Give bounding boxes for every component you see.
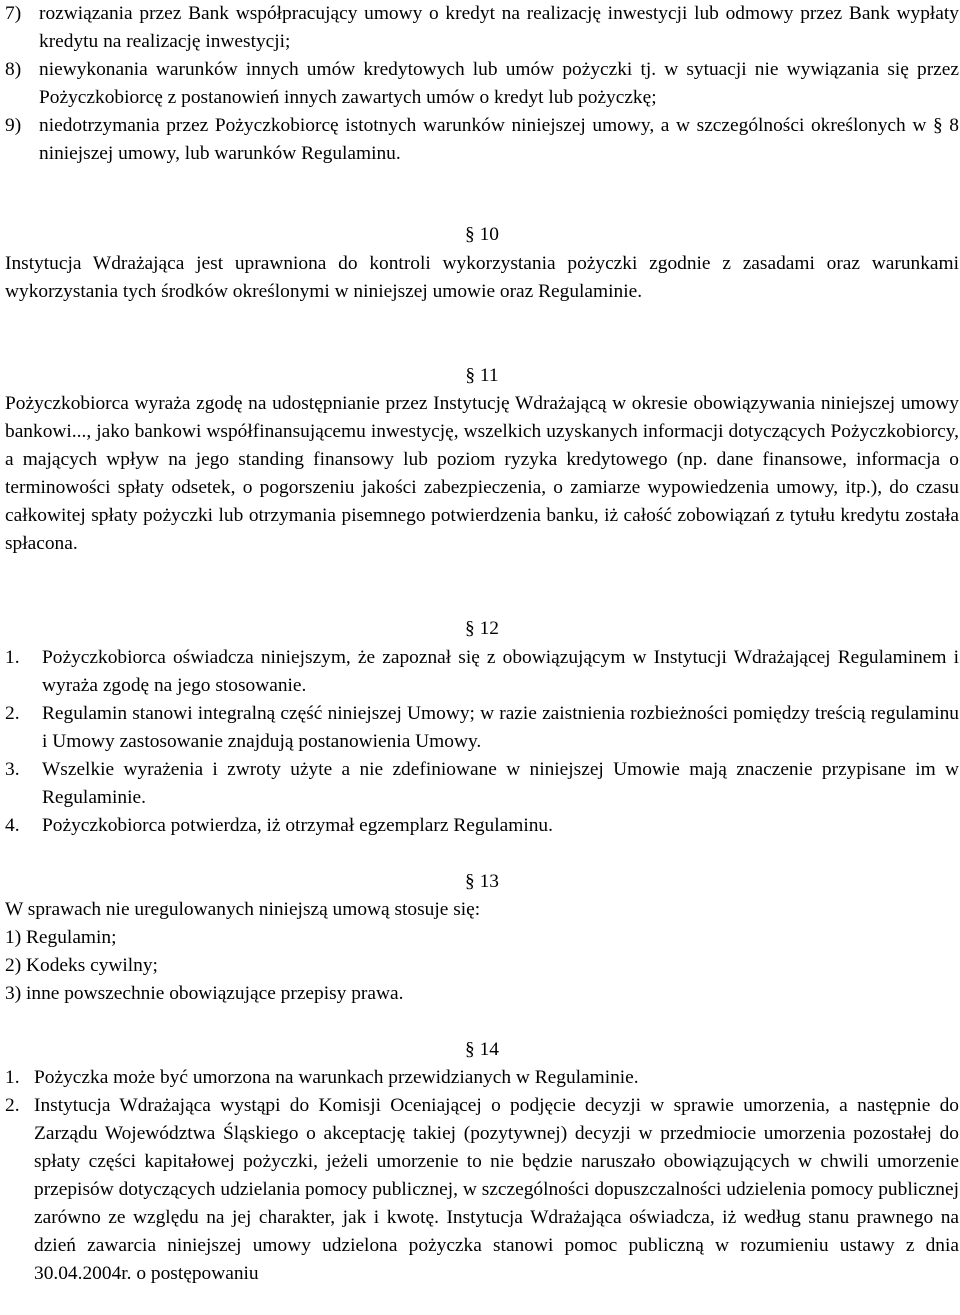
section-13-body [5, 896, 959, 1008]
list-item-text: niedotrzymania przez Pożyczkobiorcę istotnych warunków niniejszej umowy, a w szczególności określonych w § 8 niniejszej umowy, lub warunków Regulaminu. [39, 115, 959, 164]
list-item-text: Pożyczka może być umorzona na warunkach przewidzianych w Regulaminie. [34, 1067, 639, 1088]
list-item-number: 2. [5, 1095, 20, 1116]
list-item-number: 7) [5, 3, 22, 24]
list-item-text: Pożyczkobiorca oświadcza niniejszym, że zapoznał się z obowiązującym w Instytucji Wdrażającej Regulaminem i wyraża zgodę na jego stosowanie. [42, 647, 959, 696]
list-item: 2) Kodeks cywilny; [5, 955, 158, 976]
section-14-heading: § 14 [465, 1039, 499, 1060]
list-item [5, 756, 959, 812]
list-item-number: 3. [5, 759, 20, 780]
list-item-number: 2. [5, 703, 20, 724]
list-item-text: Pożyczkobiorca potwierdza, iż otrzymał egzemplarz Regulaminu. [42, 815, 553, 836]
list-item [5, 112, 959, 168]
section-11-heading: § 11 [465, 365, 499, 386]
list-item-text: niewykonania warunków innych umów kredytowych lub umów pożyczki tj. w sytuacji nie wywiązania się przez Pożyczkobiorcę z postanowień innych zawartych umów o kredyt lub pożyczkę; [39, 59, 959, 108]
section-10-heading: § 10 [465, 224, 499, 245]
top-list [5, 0, 959, 168]
section-12-heading: § 12 [465, 618, 499, 639]
list-item [5, 1064, 959, 1092]
list-item: 1) Regulamin; [5, 927, 117, 948]
list-item [5, 700, 959, 756]
list-item: 3) inne powszechnie obowiązujące przepisy prawa. [5, 983, 404, 1004]
list-item-number: 1. [5, 647, 20, 668]
list-item [5, 1092, 959, 1288]
list-item-text: Instytucja Wdrażająca wystąpi do Komisji Oceniającej o podjęcie decyzji w sprawie umorzenia, a następnie do Zarządu Województwa Śląskiego o akceptację takiej (pozytywnej) decyzji w przedmiocie umorzenia pozostałej do spłaty części kapitałowej pożyczki, jeżeli umorzenie to nie będzie naruszało obowiązujących w chwili umorzenie przepisów dotyczących udzielania pomocy publicznej, w szczególności dopuszczalności udzielenia pomocy publicznej zarówno ze względu na jej charakter, jak i kwotę. Instytucja Wdrażająca oświadcza, iż według stanu prawnego na dzień zawarcia niniejszej umowy udzielona pożyczka stanowi pomoc publiczną w rozumieniu ustawy z dnia 30.04.2004r. o postępowaniu [34, 1095, 959, 1284]
list-item [5, 56, 959, 112]
list-item [5, 0, 959, 56]
section-12-list [5, 644, 959, 840]
list-item-number: 8) [5, 59, 22, 80]
list-item-number: 1. [5, 1067, 20, 1088]
section-10-text: Instytucja Wdrażająca jest uprawniona do kontroli wykorzystania pożyczki zgodnie z zasadami oraz warunkami wykorzystania tych środków określonymi w niniejszej umowie oraz Regulaminie. [5, 253, 959, 302]
list-item-text: Regulamin stanowi integralną część niniejszej Umowy; w razie zaistnienia rozbieżności pomiędzy treścią regulaminu i Umowy zastosowanie znajdują postanowienia Umowy. [42, 703, 959, 752]
section-11-text: Pożyczkobiorca wyraża zgodę na udostępnianie przez Instytucję Wdrażającą w okresie obowiązywania niniejszej umowy bankowi..., jako bankowi współfinansującemu inwestycję, wszelkich uzyskanych informacji dotyczących Pożyczkobiorcy, a mających wpływ na jego standing finansowy lub poziom ryzyka kredytowego (np. dane finansowe, informacja o terminowości spłaty odsetek, o pogorszeniu jakości zabezpieczenia, o zamiarze wypowiedzenia umowy, itp.), do czasu całkowitej spłaty pożyczki lub otrzymania pisemnego potwierdzenia banku, iż całość zobowiązań z tytułu kredytu została spłacona. [5, 393, 959, 554]
section-13-intro: W sprawach nie uregulowanych niniejszą umową stosuje się: [5, 899, 481, 920]
section-13-heading: § 13 [465, 871, 499, 892]
list-item-text: rozwiązania przez Bank współpracujący umowy o kredyt na realizację inwestycji lub odmowy przez Bank wypłaty kredytu na realizację inwestycji; [39, 3, 959, 52]
list-item [5, 644, 959, 700]
section-14-list [5, 1064, 959, 1288]
list-item-number: 4. [5, 815, 20, 836]
list-item-number: 9) [5, 115, 22, 136]
list-item [5, 812, 959, 840]
list-item-text: Wszelkie wyrażenia i zwroty użyte a nie zdefiniowane w niniejszej Umowie mają znaczenie przypisane im w Regulaminie. [42, 759, 959, 808]
